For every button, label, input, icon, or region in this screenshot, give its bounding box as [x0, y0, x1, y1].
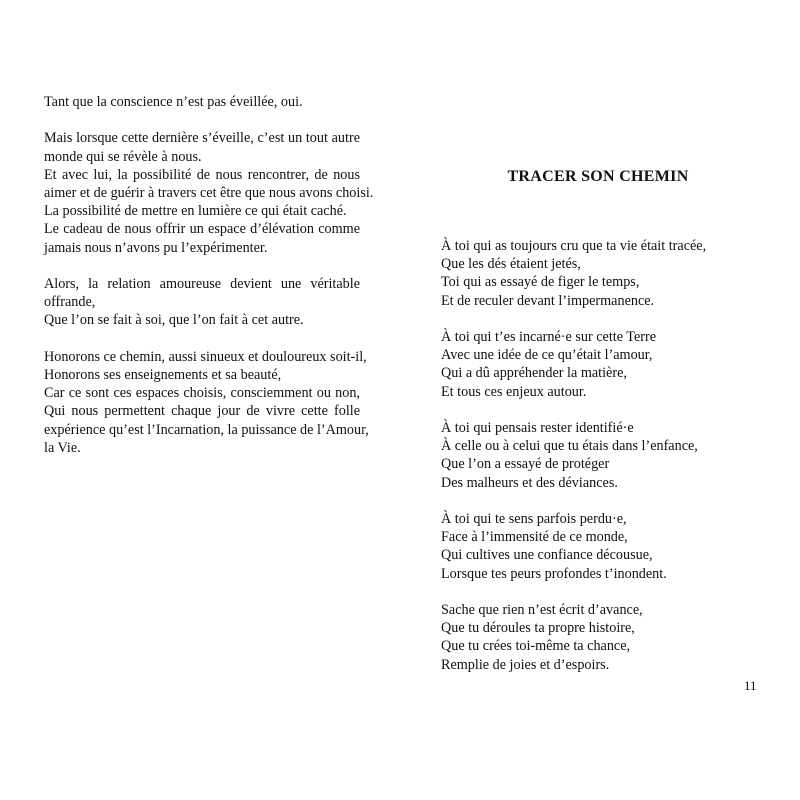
text-line: Honorons ce chemin, aussi sinueux et douloureux soit-il, [44, 348, 367, 365]
text-line: Tant que la conscience n’est pas éveillée, oui. [44, 94, 303, 110]
paragraph [44, 93, 360, 111]
paragraph [44, 348, 369, 457]
poem-line: Remplie de joies et d’espoirs. [441, 656, 610, 673]
text-line: Et avec lui, la possibilité de nous rencontrer, de nous [44, 166, 360, 183]
text-line: Alors, la relation amoureuse devient une véritable [44, 276, 360, 292]
text-line: Le cadeau de nous offrir un espace d’élévation comme [44, 221, 360, 238]
text-line: monde qui se révèle à nous. [44, 148, 202, 165]
poem-line: À toi qui t’es incarné·e sur cette Terre [441, 329, 657, 345]
poem-line: Lorsque tes peurs profondes t’inondent. [441, 565, 667, 582]
poem-line: Des malheurs et des déviances. [441, 474, 618, 491]
poem-line: À toi qui as toujours cru que ta vie était tracée, [441, 238, 707, 254]
poem-line: À toi qui pensais rester identifié·e [441, 420, 634, 436]
text-line: expérience qu’est l’Incarnation, la puissance de l’Amour, [44, 421, 369, 438]
text-line: Honorons ses enseignements et sa beauté, [44, 367, 282, 383]
poem-title: TRACER SON CHEMIN [507, 168, 689, 185]
poem [441, 237, 741, 692]
paragraph [44, 129, 374, 256]
poem-line: Et de reculer devant l’impermanence. [441, 292, 655, 309]
poem-line: Qui cultives une confiance décousue, [441, 547, 653, 564]
text-line: jamais nous n’avons pu l’expérimenter. [44, 239, 268, 256]
poem-line: Sache que rien n’est écrit d’avance, [441, 602, 643, 618]
poem-line: Face à l’immensité de ce monde, [441, 529, 628, 546]
poem-line: À celle ou à celui que tu étais dans l’enfance, [441, 438, 698, 455]
stanza [441, 237, 741, 310]
text-line: Que l’on se fait à soi, que l’on fait à cet autre. [44, 312, 304, 329]
text-line: Car ce sont ces espaces choisis, consciemment ou non, [44, 385, 360, 402]
text-line: offrande, [44, 294, 96, 311]
stanza [441, 419, 741, 492]
poem-line: Que tu crées toi-même ta chance, [441, 638, 631, 655]
poem-line: Que les dés étaient jetés, [441, 256, 581, 273]
poem-line: Toi qui as essayé de figer le temps, [441, 274, 640, 291]
stanza [441, 328, 741, 401]
paragraph [44, 275, 360, 330]
stanza [441, 510, 741, 583]
poem-line: À toi qui te sens parfois perdu·e, [441, 511, 627, 527]
stanza [441, 601, 741, 674]
text-line: aimer et de guérir à travers cet être que nous avons choisi. [44, 185, 374, 201]
poem-line: Que l’on a essayé de protéger [441, 456, 610, 473]
poem-line: Avec une idée de ce qu’était l’amour, [441, 347, 653, 364]
text-line: la Vie. [44, 439, 81, 456]
poem-line: Que tu déroules ta propre histoire, [441, 620, 635, 637]
text-line: La possibilité de mettre en lumière ce qui était caché. [44, 203, 347, 220]
text-line: Mais lorsque cette dernière s’éveille, c’est un tout autre [44, 130, 360, 147]
poem-line: Qui a dû appréhender la matière, [441, 365, 627, 382]
page-number: 11 [744, 678, 757, 693]
poem-line: Et tous ces enjeux autour. [441, 383, 587, 400]
left-page-text [44, 93, 374, 475]
text-line: Qui nous permettent chaque jour de vivre cette folle [44, 403, 360, 420]
